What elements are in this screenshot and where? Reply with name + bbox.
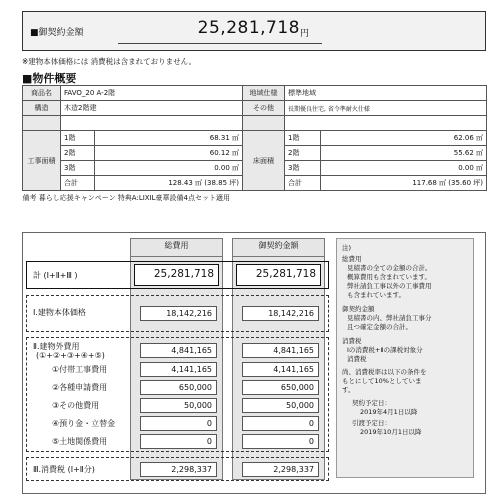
item-value: 0 bbox=[140, 434, 217, 449]
contract-amount-unit: 円 bbox=[300, 29, 310, 39]
building-body-contract-value: 18,142,216 bbox=[242, 306, 319, 321]
note-line: す。 bbox=[342, 386, 355, 394]
outside-costs-contract-value: 4,841,165 bbox=[242, 343, 319, 358]
outside-costs-value: 4,841,165 bbox=[140, 343, 217, 358]
note-line: 2019年10月1日以降 bbox=[360, 428, 422, 436]
structure-value: 木造2階建 bbox=[61, 101, 243, 116]
note-line: 且つ確定金額の合計。 bbox=[347, 323, 412, 331]
header-divider bbox=[232, 256, 325, 257]
floor-label: 2階 bbox=[61, 146, 95, 161]
area-value: 62.06 ㎡ bbox=[321, 131, 487, 146]
item-contract-value: 0 bbox=[242, 416, 319, 431]
grand-total-value: 25,281,718 bbox=[134, 264, 219, 286]
note-line: 概算費用も含まれています。 bbox=[347, 273, 431, 281]
total-label: 合計 bbox=[285, 176, 321, 191]
tax-note: ※建物本体価格には 消費税は含まれておりません。 bbox=[22, 57, 197, 66]
note-line: 消費税 bbox=[342, 337, 362, 345]
item-contract-value: 4,141,165 bbox=[242, 362, 319, 377]
area-total-value: 117.68 ㎡ (35.60 坪) bbox=[321, 176, 487, 191]
item-value: 4,141,165 bbox=[140, 362, 217, 377]
region-label: 地域仕様 bbox=[243, 86, 285, 101]
blank-cell bbox=[23, 116, 61, 131]
area-value: 68.31 ㎡ bbox=[95, 131, 243, 146]
area-total-value: 128.43 ㎡ (38.85 坪) bbox=[95, 176, 243, 191]
total-cost-header: 総費用 bbox=[164, 241, 189, 250]
product-label: 商品名 bbox=[23, 86, 61, 101]
tax-label: Ⅲ.消費税 (Ⅰ+Ⅱ分) bbox=[33, 465, 95, 474]
item-label: ③その他費用 bbox=[52, 401, 100, 410]
item-value: 0 bbox=[140, 416, 217, 431]
product-value: FAVO_20 A-2階 bbox=[61, 86, 243, 101]
floor-label: 2階 bbox=[285, 146, 321, 161]
item-contract-value: 50,000 bbox=[242, 398, 319, 413]
floor-label: 1階 bbox=[285, 131, 321, 146]
building-body-label: Ⅰ.建物本体価格 bbox=[33, 308, 86, 317]
floor-label: 3階 bbox=[285, 161, 321, 176]
item-label: ①付帯工事費用 bbox=[52, 365, 108, 374]
area-value: 60.12 ㎡ bbox=[95, 146, 243, 161]
item-contract-value: 0 bbox=[242, 434, 319, 449]
blank-cell bbox=[243, 116, 285, 131]
note-line: もとにして10%としていま bbox=[342, 377, 422, 385]
header-divider bbox=[130, 256, 223, 257]
note-line: 弊社請負工事以外の工事費用 bbox=[347, 282, 432, 290]
floor-label: 3階 bbox=[61, 161, 95, 176]
item-label: ⑤土地関係費用 bbox=[52, 437, 108, 446]
note-line: も含まれています。 bbox=[347, 291, 405, 299]
grand-total-label: 計 (Ⅰ+Ⅱ+Ⅲ ) bbox=[33, 271, 78, 280]
table-row bbox=[23, 86, 487, 101]
note-line: 注) bbox=[342, 244, 352, 252]
tax-contract-value: 2,298,337 bbox=[242, 462, 319, 477]
item-contract-value: 650,000 bbox=[242, 380, 319, 395]
property-summary-table bbox=[22, 85, 487, 206]
building-body-value: 18,142,216 bbox=[140, 306, 217, 321]
table-row bbox=[23, 131, 487, 146]
table-row bbox=[23, 116, 487, 131]
section-title: ■物件概要 bbox=[22, 72, 77, 85]
floor-label: 1階 bbox=[61, 131, 95, 146]
note-line: 見積書の全ての金額の合計。 bbox=[347, 264, 432, 272]
area-value: 0.00 ㎡ bbox=[95, 161, 243, 176]
note-line: 尚、消費税率は以下の条件を bbox=[342, 368, 427, 376]
structure-label: 構造 bbox=[23, 101, 61, 116]
table-row bbox=[23, 191, 487, 206]
note-line: 消費税 bbox=[347, 355, 367, 363]
note-line: 契約予定日： bbox=[352, 399, 391, 407]
other-value: 長期優良住宅, 省令準耐火仕様 bbox=[285, 101, 487, 116]
note-line: 見積書の内、弊社請負工事分 bbox=[347, 314, 432, 322]
total-label: 合計 bbox=[61, 176, 95, 191]
note-line: Ⅰの消費税+Ⅱの課税対象分 bbox=[347, 346, 423, 354]
contract-amount-label: ■御契約金額 bbox=[30, 28, 84, 38]
floor-area-label: 床面積 bbox=[243, 131, 285, 191]
construction-area-label: 工事面積 bbox=[23, 131, 61, 191]
contract-amount-header: 御契約金額 bbox=[258, 241, 299, 250]
item-label: ②各種申請費用 bbox=[52, 383, 108, 392]
outside-costs-label: Ⅱ.建物外費用 bbox=[33, 342, 80, 351]
grand-total-contract-value: 25,281,718 bbox=[236, 264, 321, 286]
item-value: 650,000 bbox=[140, 380, 217, 395]
remarks: 備考 暮らし応援キャンペーン 特典A:LIXIL豪華設備4点セット適用 bbox=[22, 194, 231, 203]
note-line: 2019年4月1日以降 bbox=[360, 408, 418, 416]
outside-costs-formula: (①+②+③+④+⑤) bbox=[36, 351, 105, 360]
contract-amount-value: 25,281,718 bbox=[197, 18, 300, 38]
item-value: 50,000 bbox=[140, 398, 217, 413]
other-label: その他 bbox=[243, 101, 285, 116]
note-line: 総費用 bbox=[342, 255, 362, 263]
blank-cell bbox=[285, 116, 487, 131]
table-row bbox=[23, 101, 487, 116]
item-label: ④預り金・立替金 bbox=[52, 419, 116, 428]
area-value: 55.62 ㎡ bbox=[321, 146, 487, 161]
tax-value: 2,298,337 bbox=[140, 462, 217, 477]
note-line: 御契約金額 bbox=[342, 305, 375, 313]
note-line: 引渡予定日： bbox=[352, 419, 391, 427]
area-value: 0.00 ㎡ bbox=[321, 161, 487, 176]
blank-cell bbox=[61, 116, 243, 131]
region-value: 標準地域 bbox=[285, 86, 487, 101]
